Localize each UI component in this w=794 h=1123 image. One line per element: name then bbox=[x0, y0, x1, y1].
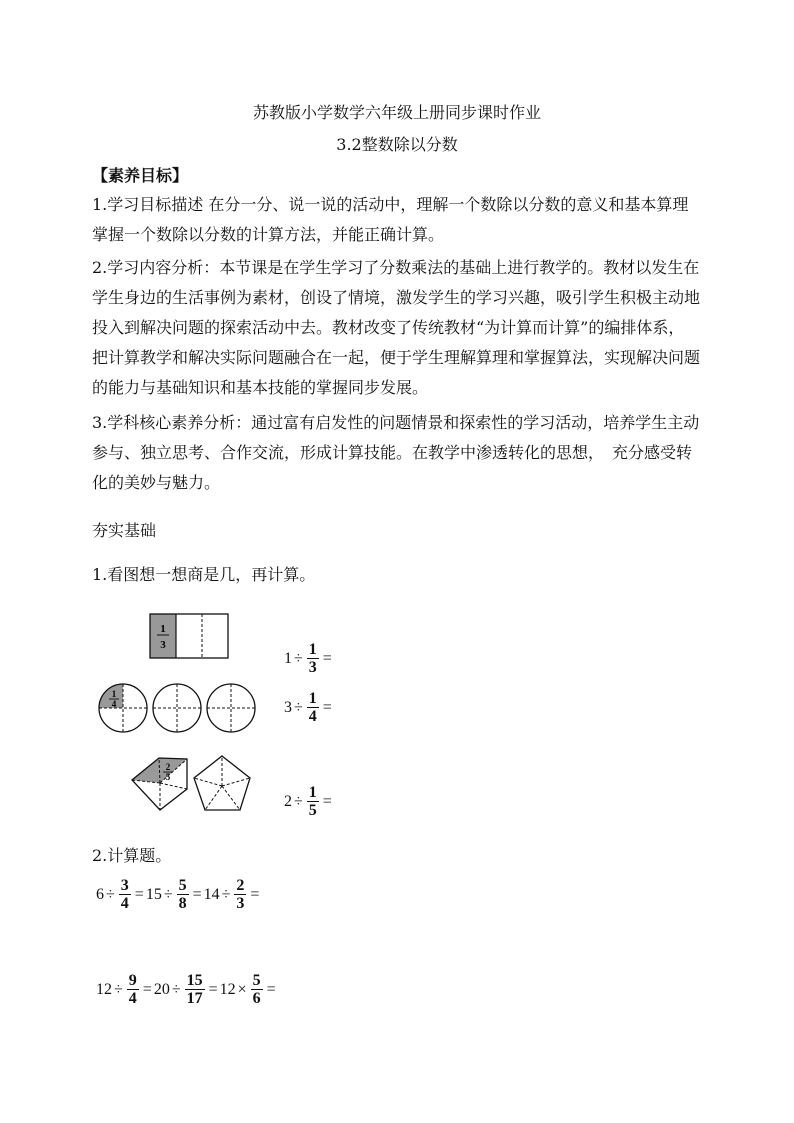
equals-sign: = bbox=[142, 980, 152, 998]
fraction bbox=[251, 972, 263, 1007]
circle-label-numerator: 1 bbox=[111, 689, 117, 699]
denominator: 4 bbox=[128, 990, 137, 1007]
text-line: 3.学科核心素养分析：通过富有启发性的问题情景和探索性的学习活动，培养学生主动 bbox=[92, 413, 700, 432]
text-line: 学生身边的生活事例为素材，创设了情境，激发学生的学习兴趣，吸引学生积极主动地 bbox=[92, 288, 701, 307]
pentagon-1-spokes bbox=[132, 758, 187, 810]
numerator: 1 bbox=[308, 641, 317, 658]
shaded-third bbox=[150, 614, 176, 658]
equals-sign: = bbox=[134, 885, 144, 903]
question-1-title: 1.看图想一想商是几，再计算。 bbox=[92, 565, 316, 584]
denominator: 3 bbox=[236, 895, 245, 912]
dividend: 15 bbox=[145, 885, 162, 903]
equals-sign: = bbox=[192, 885, 202, 903]
division-sign: ÷ bbox=[294, 649, 303, 667]
numerator: 2 bbox=[236, 877, 245, 894]
text-line: 2.学习内容分析：本节课是在学生学习了分数乘法的基础上进行教学的。教材以发生在 bbox=[92, 258, 700, 277]
fraction bbox=[307, 690, 319, 725]
numerator: 3 bbox=[120, 877, 129, 894]
rectangle-figure bbox=[150, 614, 228, 658]
fraction bbox=[185, 972, 205, 1007]
denominator: 6 bbox=[252, 990, 261, 1007]
text-line: 把计算教学和解决实际问题融合在一起，便于学生理解算理和掌握算法，实现解决问题 bbox=[92, 348, 701, 367]
text-line: 投入到解决问题的探索活动中去。教材改变了传统教材“为计算而计算”的编排体系， bbox=[92, 318, 685, 337]
numerator: 9 bbox=[128, 972, 137, 989]
q1-expression-3 bbox=[284, 784, 334, 819]
numerator: 15 bbox=[186, 972, 203, 989]
denominator: 3 bbox=[308, 659, 317, 676]
pentagon-label-numerator: 2 bbox=[165, 762, 171, 772]
numerator: 5 bbox=[178, 877, 187, 894]
denominator: 17 bbox=[186, 990, 203, 1007]
dividend: 14 bbox=[203, 885, 220, 903]
fraction bbox=[119, 877, 131, 912]
text-line: 参与、独立思考、合作交流，形成计算技能。在教学中渗透转化的思想， 充分感受转 bbox=[92, 443, 693, 462]
circle-label-denominator: 4 bbox=[111, 699, 117, 709]
numerator: 1 bbox=[308, 690, 317, 707]
dividend: 3 bbox=[284, 698, 292, 716]
equals-sign: = bbox=[250, 885, 260, 903]
dividend: 12 bbox=[96, 980, 112, 998]
basics-heading: 夯实基础 bbox=[92, 521, 157, 540]
numerator: 5 bbox=[252, 972, 261, 989]
fraction bbox=[234, 877, 246, 912]
text-line: 的能力与基础知识和基本技能的掌握同步发展。 bbox=[92, 378, 429, 397]
numerator: 1 bbox=[308, 784, 317, 801]
q1-expression-2 bbox=[284, 690, 334, 725]
division-sign: ÷ bbox=[294, 792, 303, 810]
operator-sign: × bbox=[237, 980, 247, 998]
operator-sign: ÷ bbox=[106, 885, 115, 903]
q1-expression-1 bbox=[284, 641, 334, 676]
text-line: 化的美妙与魅力。 bbox=[92, 473, 221, 492]
q2-row-1 bbox=[96, 877, 261, 912]
rect-label-numerator: 1 bbox=[160, 623, 166, 635]
multiplicand: 12 bbox=[219, 980, 236, 998]
dividend: 6 bbox=[96, 885, 104, 903]
dividend: 20 bbox=[153, 980, 170, 998]
lesson-title: 3.2整数除以分数 bbox=[336, 135, 458, 154]
operator-sign: ÷ bbox=[114, 980, 123, 998]
fraction bbox=[307, 641, 319, 676]
dividend: 2 bbox=[284, 792, 292, 810]
equals-sign: = bbox=[322, 649, 332, 667]
equals-sign: = bbox=[266, 980, 276, 998]
dividend: 1 bbox=[284, 649, 292, 667]
document-title: 苏教版小学数学六年级上册同步课时作业 bbox=[252, 103, 541, 122]
rect-label-denominator: 3 bbox=[160, 639, 166, 651]
fraction bbox=[177, 877, 189, 912]
text-line: 1.学习目标描述 在分一分、说一说的活动中，理解一个数除以分数的意义和基本算理 bbox=[92, 195, 689, 214]
equals-sign: = bbox=[208, 980, 218, 998]
denominator: 4 bbox=[308, 708, 317, 725]
denominator: 8 bbox=[178, 895, 187, 912]
fraction bbox=[307, 784, 319, 819]
goals-heading: 【素养目标】 bbox=[92, 166, 189, 185]
question-2-title: 2.计算题。 bbox=[92, 846, 172, 865]
denominator: 4 bbox=[120, 895, 129, 912]
denominator: 5 bbox=[308, 802, 317, 819]
pentagon-figure bbox=[132, 756, 250, 810]
operator-sign: ÷ bbox=[163, 885, 173, 903]
pentagon-label-denominator: 5 bbox=[165, 772, 171, 782]
division-sign: ÷ bbox=[294, 698, 303, 716]
operator-sign: ÷ bbox=[171, 980, 181, 998]
operator-sign: ÷ bbox=[221, 885, 231, 903]
circle-figure bbox=[99, 684, 255, 732]
equals-sign: = bbox=[322, 698, 332, 716]
q2-row-2 bbox=[96, 972, 278, 1007]
fraction bbox=[127, 972, 139, 1007]
equals-sign: = bbox=[322, 792, 332, 810]
text-line: 掌握一个数除以分数的计算方法，并能正确计算。 bbox=[92, 225, 445, 244]
